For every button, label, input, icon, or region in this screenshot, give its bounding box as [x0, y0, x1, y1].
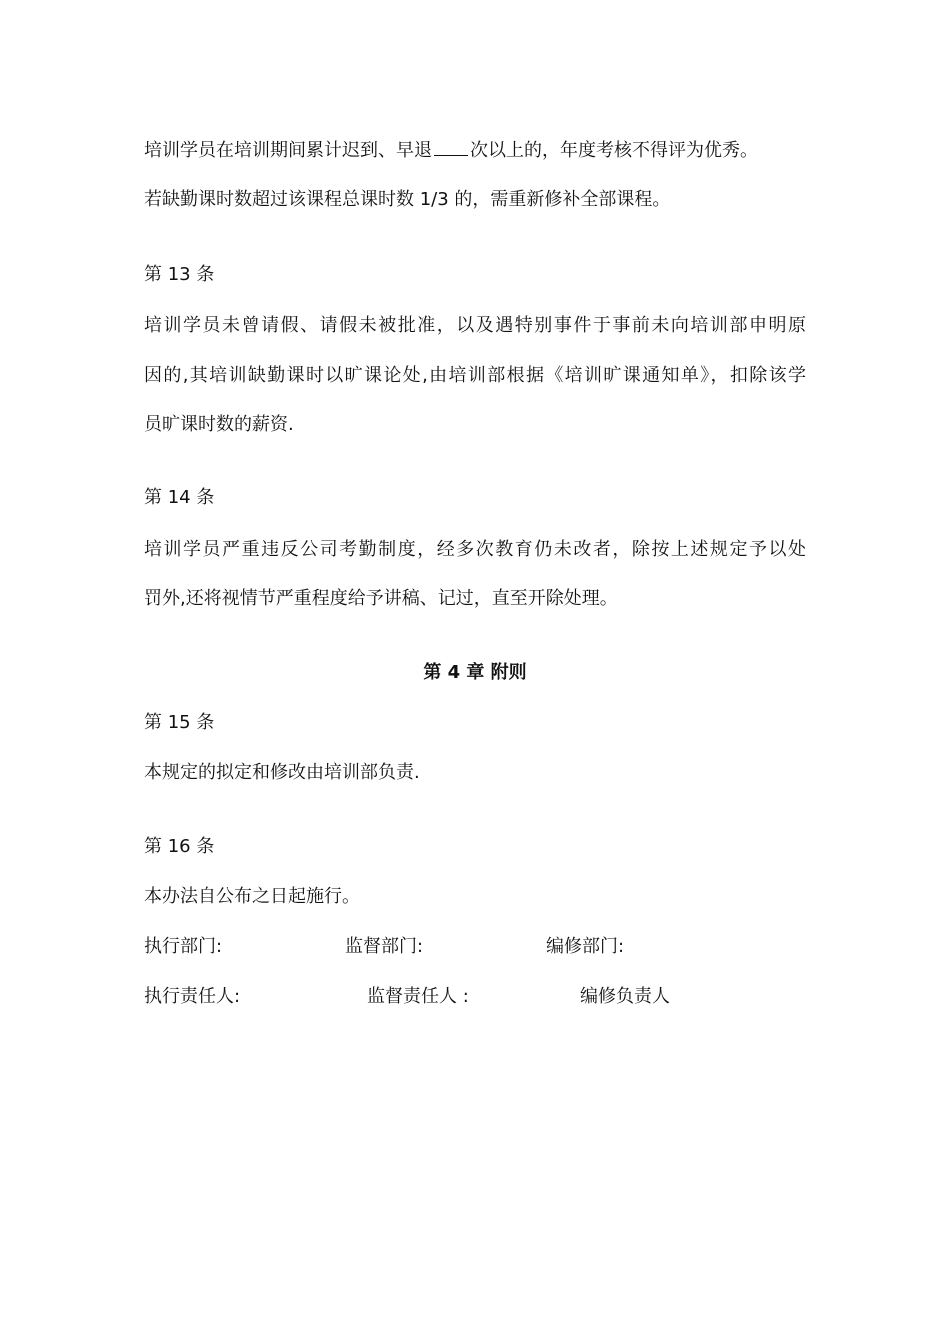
exec-dept-label: 执行部门: — [144, 936, 223, 957]
fill-blank[interactable] — [434, 138, 468, 156]
article13-line2: 因的,其培训缺勤课时以旷课论处,由培训部根据《培训旷课通知单》，扣除该学 — [144, 365, 806, 386]
article14-heading: 第 14 条 — [144, 487, 215, 508]
para1-line1-before: 培训学员在培训期间累计迟到、早退 — [144, 140, 432, 161]
exec-person-label: 执行责任人: — [144, 986, 241, 1007]
para1-line1 — [144, 138, 758, 164]
para1-line1-after: 次以上的，年度考核不得评为优秀。 — [470, 140, 758, 161]
edit-dept-label: 编修部门: — [546, 936, 625, 957]
article13-line1: 培训学员未曾请假、请假未被批准，以及遇特别事件于事前未向培训部申明原 — [144, 315, 806, 336]
supervise-dept-label: 监督部门: — [345, 936, 424, 957]
article16-heading: 第 16 条 — [144, 836, 215, 857]
article15-heading: 第 15 条 — [144, 712, 215, 733]
article15-text: 本规定的拟定和修改由培训部负责. — [144, 762, 420, 783]
article14-line1: 培训学员严重违反公司考勤制度，经多次教育仍未改者，除按上述规定予以处 — [144, 539, 806, 560]
article13-heading: 第 13 条 — [144, 264, 215, 285]
chapter4-title: 第 4 章 附则 — [423, 662, 527, 683]
para1-line2: 若缺勤课时数超过该课程总课时数 1/3 的，需重新修补全部课程。 — [144, 189, 671, 210]
article16-text: 本办法自公布之日起施行。 — [144, 886, 360, 907]
supervise-person-label: 监督责任人 : — [367, 986, 469, 1007]
article14-line2: 罚外,还将视情节严重程度给予讲稿、记过，直至开除处理。 — [144, 588, 618, 609]
article13-line3: 员旷课时数的薪资. — [144, 414, 294, 435]
edit-person-label: 编修负责人 — [580, 986, 670, 1007]
